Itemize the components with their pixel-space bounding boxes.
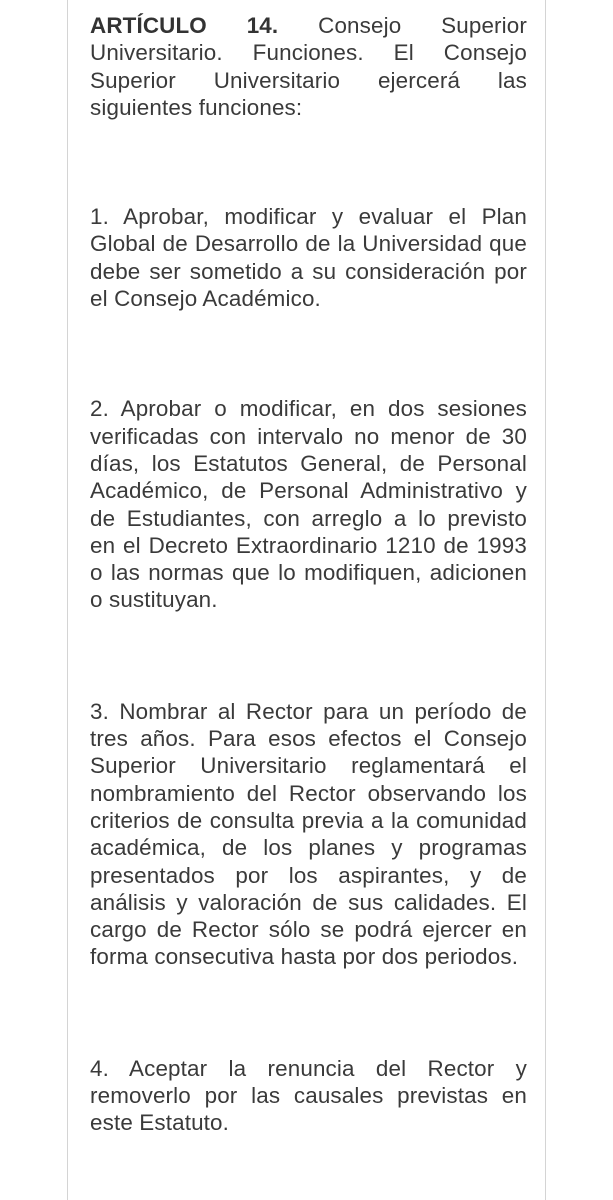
article-intro: Consejo Superior Universitario. Funciones. El Consejo Superior Universitario ejercerá las siguientes funciones: — [90, 13, 527, 120]
article-header — [90, 12, 527, 121]
right-page-border — [545, 0, 546, 1200]
function-item-3: 3. Nombrar al Rector para un período de tres años. Para esos efectos el Consejo Superior Universitario reglamentará el nombramiento del Rector observando los criterios de consulta previa a la comunidad académica, de los planes y programas presentados por los aspirantes, y de análisis y valoración de sus calidades. El cargo de Rector sólo se podrá ejercer en forma consecutiva hasta por dos periodos. — [90, 698, 527, 970]
function-item-1: 1. Aprobar, modificar y evaluar el Plan Global de Desarrollo de la Universidad que debe ser sometido a su consideración por el Consejo Académico. — [90, 204, 527, 312]
function-item-4: 4. Aceptar la renuncia del Rector y removerlo por las causales previstas en este Estatuto. — [90, 1055, 527, 1136]
article-heading: ARTÍCULO 14. — [90, 13, 279, 38]
function-item-2: 2. Aprobar o modificar, en dos sesiones verificadas con intervalo no menor de 30 días, los Estatutos General, de Personal Académico, de Personal Administrativo y de Estudiantes, con arreglo a lo previsto en el Decreto Extraordinario 1210 de 1993 o las normas que lo modifiquen, adicionen o sustituyan. — [90, 396, 527, 613]
left-page-border — [67, 0, 68, 1200]
article-body — [90, 12, 527, 1137]
